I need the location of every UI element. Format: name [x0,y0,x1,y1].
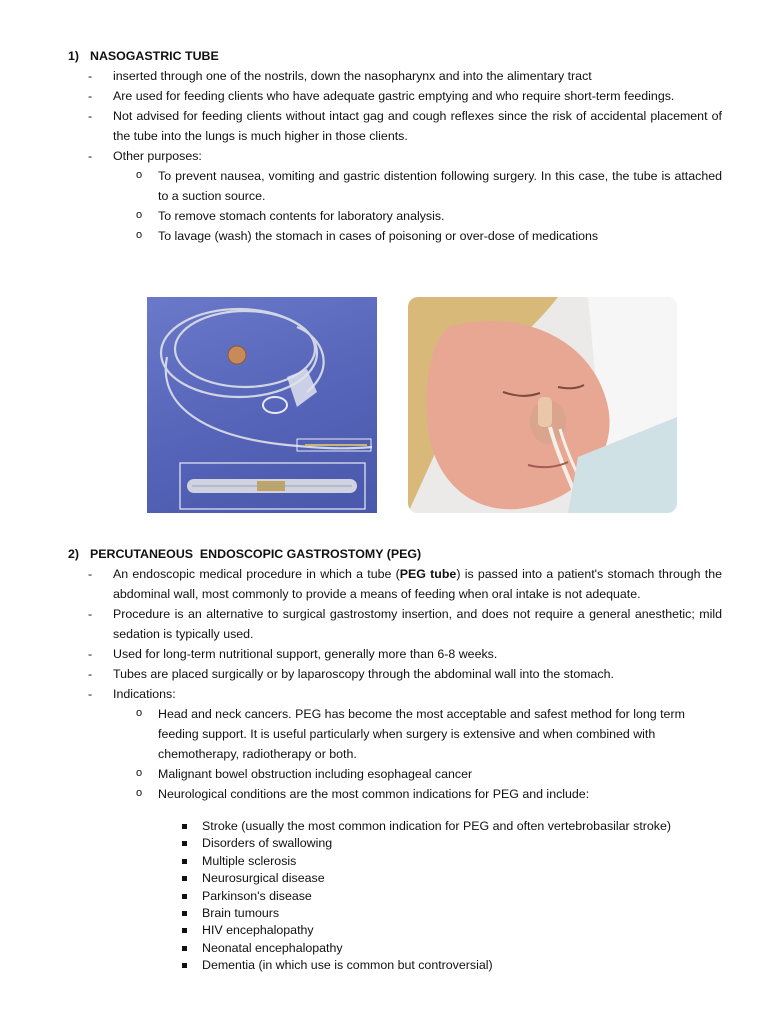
list-item: Disorders of swallowing [113,835,722,852]
section-2-heading [68,544,421,564]
section-2-list [88,564,722,975]
list-item: Neurosurgical disease [113,870,722,887]
section-2-title: PERCUTANEOUS ENDOSCOPIC GASTROSTOMY (PEG) [90,547,422,561]
list-item: Brain tumours [113,905,722,922]
list-item [113,784,722,804]
nasogastric-tube-photo [147,297,377,513]
list-item: - inserted through one of the nostrils, down the nasopharynx and into the alimentary tract [88,66,722,86]
list-item: - Procedure is an alternative to surgical gastrostomy insertion, and does not require a general anesthetic; mild sedation is typically used. [88,604,722,644]
list-item: - Not advised for feeding clients without intact gag and cough reflexes since the risk of accidental placement of the tube into the lungs is much higher in those clients. [88,106,722,146]
peg-definition-end: ) is passed into a patient's stomach through the abdominal wall, most commonly to provide a means of feeding when oral intake is not adequate. [113,567,723,601]
list-item: o To remove stomach contents for laboratory analysis. [113,206,722,226]
list-item: Dementia (in which use is common but controversial) [113,957,722,974]
indications-label: Indications: [113,687,176,701]
list-item [88,684,722,975]
peg-definition-start: An endoscopic medical procedure in which a tube ( [113,567,400,581]
neurological-conditions-label: Neurological conditions are the most common indications for PEG and include: [158,787,590,801]
list-item: Stroke (usually the most common indication for PEG and often vertebrobasilar stroke) [113,818,722,835]
list-item [88,564,722,604]
list-item: Multiple sclerosis [113,853,722,870]
list-item: - Tubes are placed surgically or by laparoscopy through the abdominal wall into the stomach. [88,664,722,684]
section-1-title: NASOGASTRIC TUBE [90,49,219,63]
list-item: o To prevent nausea, vomiting and gastric distention following surgery. In this case, the tube is attached to a suction source. [113,166,722,206]
list-item: o Head and neck cancers. PEG has become the most acceptable and safest method for long term feeding support. It is useful particularly when surgery is extensive and when combined with chemotherapy, radiotherapy or both. [113,704,722,764]
section-1-number: 1) [68,49,80,63]
patient-illustration [408,297,677,513]
list-item: - Are used for feeding clients who have adequate gastric emptying and who require short-term feedings. [88,86,722,106]
section-2-number: 2) [68,547,80,561]
patient-with-ng-tube-photo [408,297,677,513]
peg-tube-term: PEG tube [399,567,457,581]
list-item: HIV encephalopathy [113,922,722,939]
list-item: Neonatal encephalopathy [113,940,722,957]
indications-list [113,704,722,804]
list-item: - Used for long-term nutritional support, generally more than 6-8 weeks. [88,644,722,664]
other-purposes-label: Other purposes: [113,149,202,163]
list-item: o Malignant bowel obstruction including esophageal cancer [113,764,722,784]
neurological-conditions-list [113,818,722,975]
tube-illustration [147,297,377,513]
section-1-list [88,66,722,246]
list-item: Parkinson's disease [113,888,722,905]
other-purposes-list [113,166,722,246]
list-item [88,146,722,246]
list-item: o To lavage (wash) the stomach in cases of poisoning or over-dose of medications [113,226,722,246]
section-1-heading [68,46,219,66]
